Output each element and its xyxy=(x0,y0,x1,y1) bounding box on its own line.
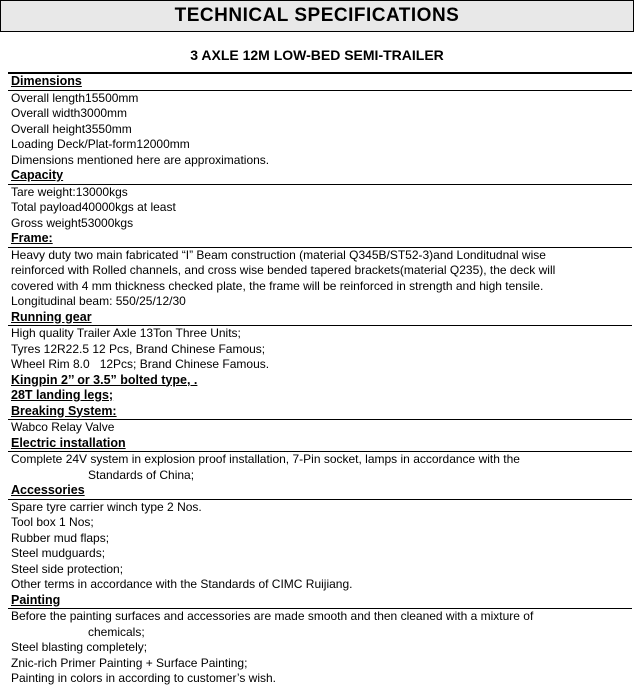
accessory-item: Steel side protection; xyxy=(11,561,124,576)
painting-line: chemicals; xyxy=(88,624,145,639)
painting-line: Steel blasting completely; xyxy=(11,640,148,654)
section-heading-frame: Frame: xyxy=(8,231,632,248)
accessory-item: Other terms in accordance with the Standards of CIMC Ruijiang. xyxy=(11,577,353,591)
frame-line: reinforced with Rolled channels, and cross wise bended tapered brackets(material Q235), the deck will xyxy=(11,263,556,277)
accessory-item: Steel mudguards; xyxy=(11,546,106,560)
section-heading-braking: Breaking System: xyxy=(8,404,632,421)
spec-row: Overall height3550mm xyxy=(11,121,132,136)
section-heading-electric: Electric installation xyxy=(8,436,632,453)
section-heading-running-gear: Running gear xyxy=(8,310,632,327)
section-heading-capacity: Capacity xyxy=(8,168,632,185)
braking-line: Wabco Relay Valve xyxy=(11,420,115,434)
accessory-item: Rubber mud flaps; xyxy=(11,530,110,545)
spec-note: Dimensions mentioned here are approximations. xyxy=(11,152,270,167)
electric-line: Complete 24V system in explosion proof installation, 7-Pin socket, lamps in accordance with the xyxy=(11,452,520,466)
electric-line: Standards of China; xyxy=(88,467,195,482)
spec-row: Loading Deck/Plat-form12000mm xyxy=(11,137,190,151)
section-heading-landing-legs: 28T landing legs; xyxy=(11,388,114,402)
spec-sheet xyxy=(8,72,632,687)
document-subtitle: 3 AXLE 12M LOW-BED SEMI-TRAILER xyxy=(190,47,444,63)
painting-line: Before the painting surfaces and accessories are made smooth and then cleaned with a mixture of xyxy=(11,609,534,623)
section-heading-dimensions: Dimensions xyxy=(8,74,632,91)
frame-line: Longitudinal beam: 550/25/12/30 xyxy=(11,294,186,308)
section-heading-painting: Painting xyxy=(8,593,632,610)
spec-row: Total payload40000kgs at least xyxy=(11,200,176,214)
painting-line: Painting in colors in according to customer’s wish. xyxy=(11,671,277,685)
spec-row: Overall width3000mm xyxy=(11,106,128,120)
spec-row: Overall length15500mm xyxy=(11,90,139,105)
frame-line: Heavy duty two main fabricated “I” Beam construction (material Q345B/ST52-3)and Londitudnal wise xyxy=(11,247,546,262)
accessory-item: Spare tyre carrier winch type 2 Nos. xyxy=(11,499,202,514)
running-gear-line: Wheel Rim 8.0 12Pcs; Brand Chinese Famous. xyxy=(11,357,270,371)
page-title: TECHNICAL SPECIFICATIONS xyxy=(174,5,460,26)
section-heading-kingpin: Kingpin 2’’ or 3.5” bolted type, . xyxy=(11,372,198,387)
section-heading-accessories: Accessories xyxy=(8,483,632,500)
accessory-item: Tool box 1 Nos; xyxy=(11,515,94,529)
painting-line: Znic-rich Primer Painting + Surface Painting; xyxy=(11,655,248,670)
running-gear-line: Tyres 12R22.5 12 Pcs, Brand Chinese Famous; xyxy=(11,341,266,356)
spec-row: Tare weight:13000kgs xyxy=(11,184,128,199)
title-banner xyxy=(0,0,634,32)
running-gear-line: High quality Trailer Axle 13Ton Three Units; xyxy=(11,326,241,340)
frame-line: covered with 4 mm thickness checked plate, the frame will be reinforced in strength and high tensile. xyxy=(11,278,544,293)
spec-row: Gross weight53000kgs xyxy=(11,215,134,230)
